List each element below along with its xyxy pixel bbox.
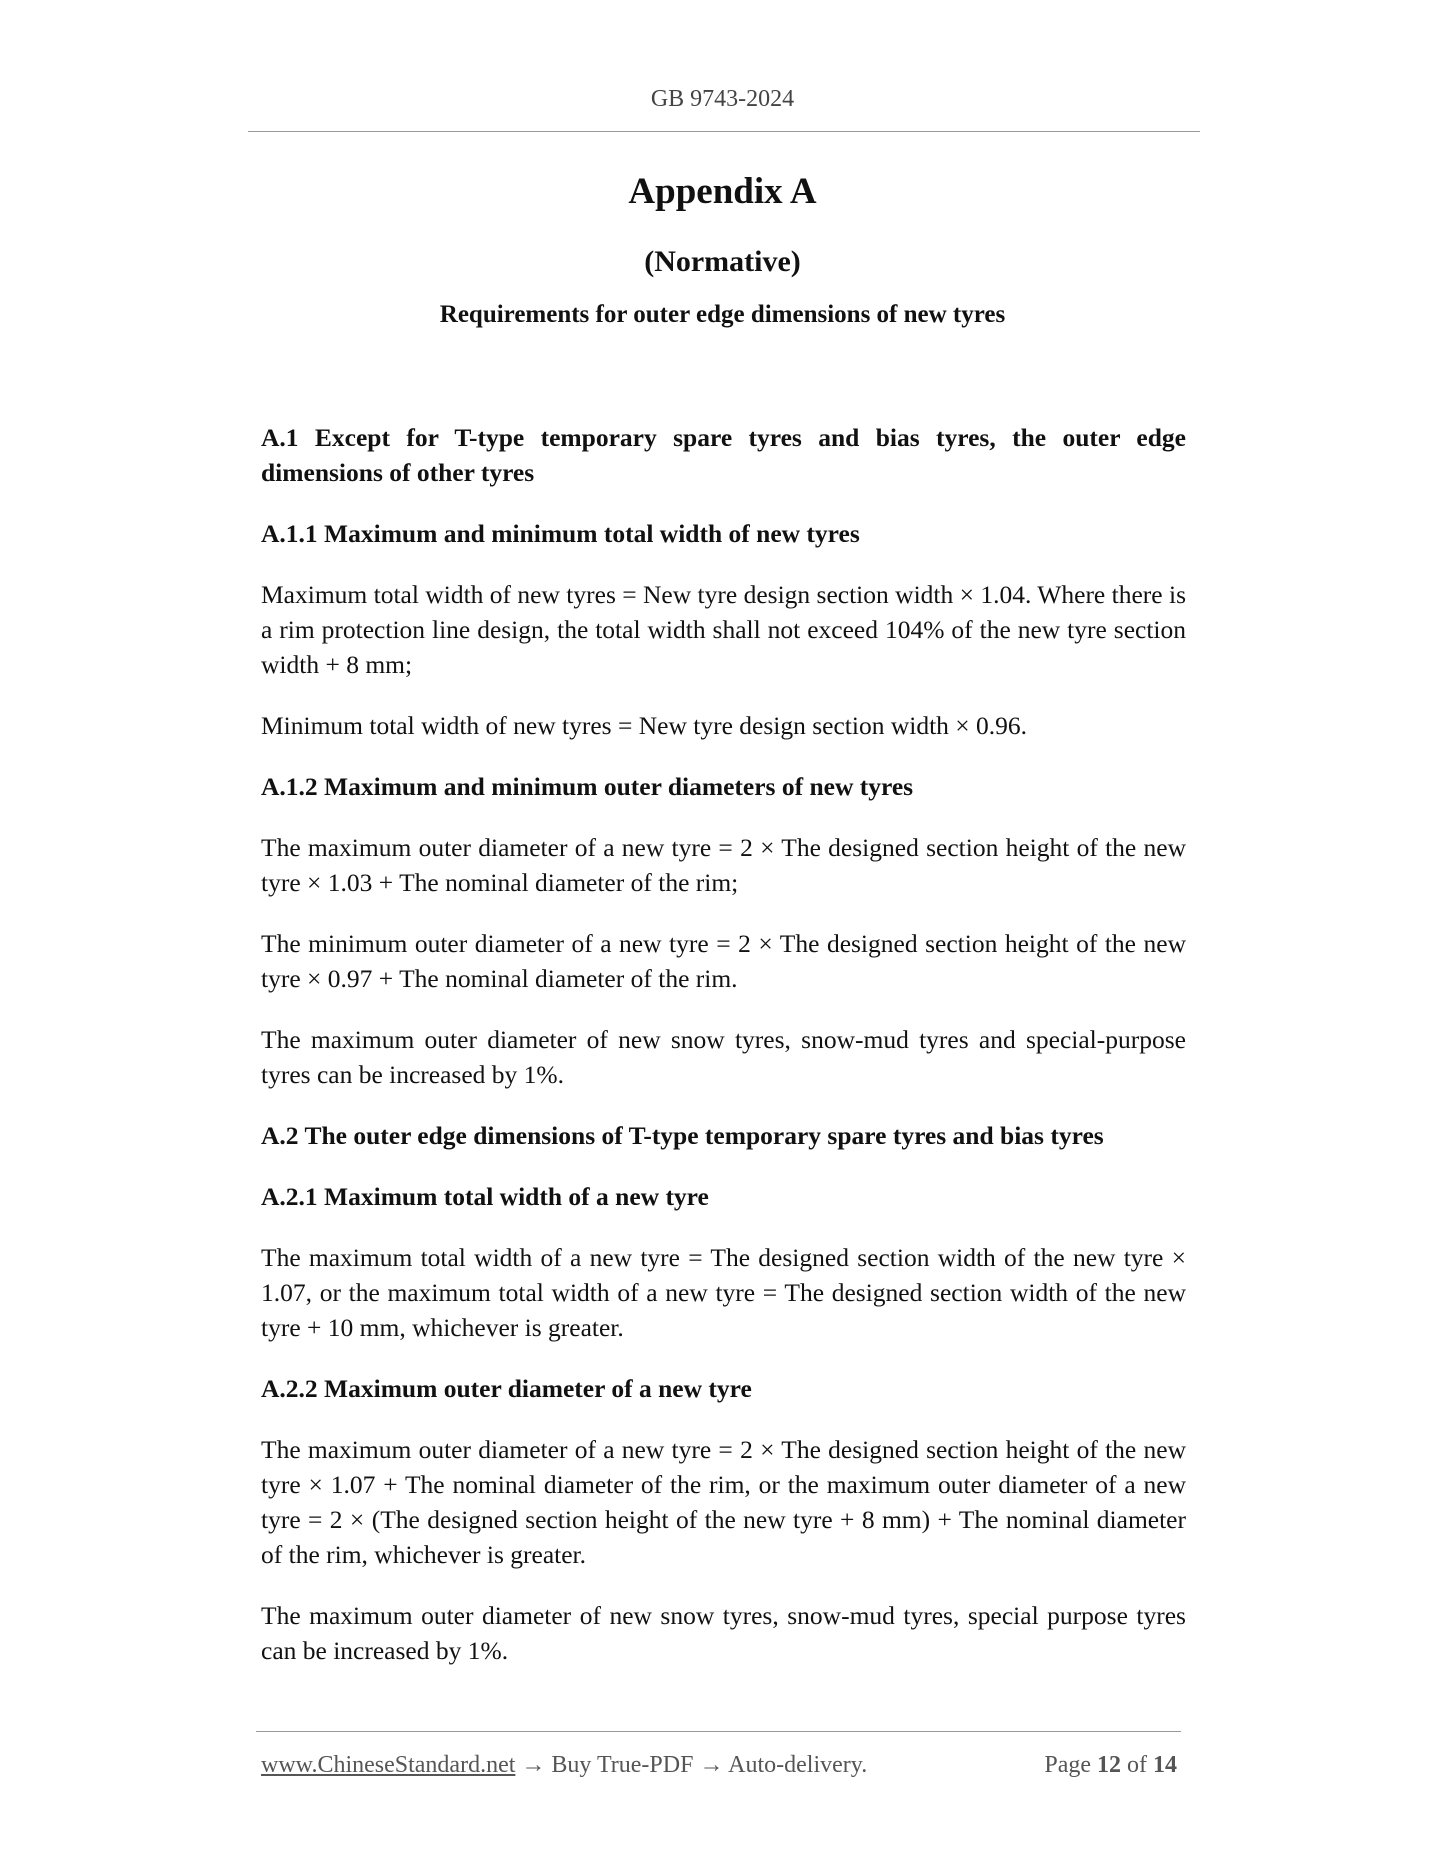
appendix-subtitle: Requirements for outer edge dimensions of new tyres <box>439 301 1006 328</box>
paragraph-a1-2-max-diameter: The maximum outer diameter of a new tyre = 2 × The designed section height of the new tyre × 1.03 + The nominal diameter of the rim; <box>261 833 1186 897</box>
auto-delivery-text: Auto-delivery. <box>728 1752 868 1778</box>
page-footer <box>261 1752 1181 1779</box>
paragraph-a1-1-max-width: Maximum total width of new tyres = New tyre design section width × 1.04. Where there is a rim protection line design, the total width shall not exceed 104% of the new tyre section width + 8 mm; <box>261 580 1186 679</box>
document-body <box>261 420 1186 1668</box>
arrow-right-icon: → <box>699 1752 724 1778</box>
section-heading-a1-2: A.1.2 Maximum and minimum outer diameters of new tyres <box>261 772 914 801</box>
page-indicator <box>1044 1752 1177 1779</box>
appendix-type: (Normative) <box>644 245 801 278</box>
header-divider <box>248 131 1200 132</box>
page-number: 12 <box>1097 1752 1121 1778</box>
website-link[interactable]: www.ChineseStandard.net <box>261 1752 516 1778</box>
total-pages: 14 <box>1153 1752 1177 1778</box>
section-heading-a2-1: A.2.1 Maximum total width of a new tyre <box>261 1182 709 1211</box>
page-label: Page <box>1044 1752 1091 1778</box>
of-label: of <box>1127 1752 1147 1778</box>
document-code-header: GB 9743-2024 <box>650 86 795 112</box>
appendix-title: Appendix A <box>628 171 817 212</box>
paragraph-a2-2-snow-tyres: The maximum outer diameter of new snow tyres, snow-mud tyres, special purpose tyres can be increased by 1%. <box>261 1601 1186 1665</box>
paragraph-a2-1-max-width: The maximum total width of a new tyre = The designed section width of the new tyre × 1.07, or the maximum total width of a new tyre = The designed section width of the new tyre + 10 mm, whichever is greater. <box>261 1243 1186 1342</box>
paragraph-a1-2-min-diameter: The minimum outer diameter of a new tyre = 2 × The designed section height of the new tyre × 0.97 + The nominal diameter of the rim. <box>261 929 1186 993</box>
section-heading-a2: A.2 The outer edge dimensions of T-type temporary spare tyres and bias tyres <box>261 1121 1104 1150</box>
paragraph-a1-1-min-width: Minimum total width of new tyres = New tyre design section width × 0.96. <box>261 711 1028 740</box>
section-heading-a1-1: A.1.1 Maximum and minimum total width of new tyres <box>261 519 860 548</box>
section-heading-a1: A.1 Except for T-type temporary spare tyres and bias tyres, the outer edge dimensions of other tyres <box>261 423 1186 487</box>
paragraph-a1-2-snow-tyres: The maximum outer diameter of new snow tyres, snow-mud tyres and special-purpose tyres can be increased by 1%. <box>261 1025 1186 1089</box>
arrow-right-icon: → <box>521 1752 546 1778</box>
buy-pdf-text: Buy True-PDF <box>551 1752 694 1778</box>
paragraph-a2-2-max-diameter: The maximum outer diameter of a new tyre = 2 × The designed section height of the new tyre × 1.07 + The nominal diameter of the rim, or the maximum outer diameter of a new tyre = 2 × (The designed section height of the new tyre + 8 mm) + The nominal diameter of the rim, whichever is greater. <box>261 1435 1186 1569</box>
footer-divider <box>256 1731 1181 1732</box>
section-heading-a2-2: A.2.2 Maximum outer diameter of a new tyre <box>261 1374 752 1403</box>
